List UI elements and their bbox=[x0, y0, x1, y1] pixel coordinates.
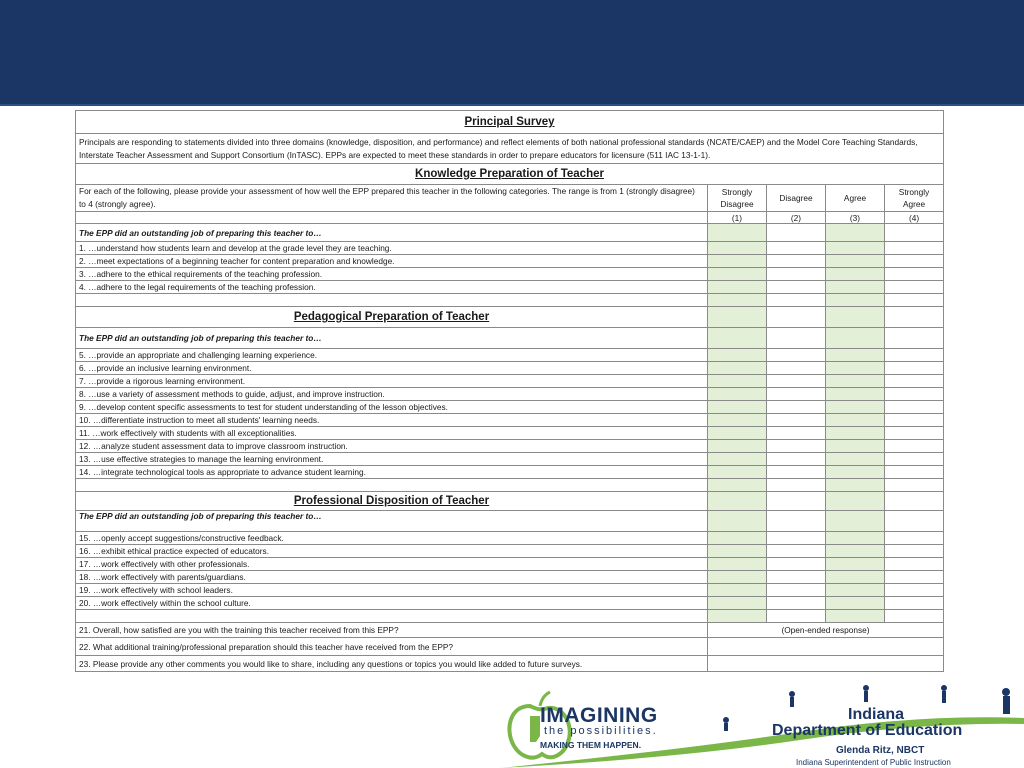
rating-cell[interactable] bbox=[708, 466, 767, 479]
rating-cell[interactable] bbox=[826, 427, 885, 440]
survey-item: 14. …integrate technological tools as appropriate to advance student learning. bbox=[76, 466, 708, 479]
rating-cell[interactable] bbox=[767, 268, 826, 281]
official-title: Indiana Superintendent of Public Instruction bbox=[796, 758, 951, 767]
open-question: 21. Overall, how satisfied are you with the training this teacher received from this EPP? bbox=[76, 623, 708, 638]
rating-cell[interactable] bbox=[826, 255, 885, 268]
rating-cell[interactable] bbox=[767, 571, 826, 584]
indiana-text: Indiana bbox=[848, 706, 905, 723]
rating-cell[interactable] bbox=[708, 268, 767, 281]
table-row bbox=[76, 584, 944, 597]
disposition-heading: Professional Disposition of Teacher bbox=[76, 492, 708, 511]
table-row bbox=[76, 375, 944, 388]
rating-cell[interactable] bbox=[708, 255, 767, 268]
table-row bbox=[76, 242, 944, 255]
possibilities-text: the possibilities. bbox=[544, 725, 658, 737]
table-row bbox=[76, 623, 944, 638]
survey-item: 9. …develop content specific assessments to test for student understanding of the lesson objectives. bbox=[76, 401, 708, 414]
survey-item: 8. …use a variety of assessment methods to guide, adjust, and improve instruction. bbox=[76, 388, 708, 401]
rating-cell[interactable] bbox=[826, 401, 885, 414]
table-row bbox=[76, 545, 944, 558]
rating-cell[interactable] bbox=[826, 268, 885, 281]
scale-label-agree: Agree bbox=[826, 185, 885, 212]
rating-cell[interactable] bbox=[767, 558, 826, 571]
rating-cell[interactable] bbox=[885, 545, 944, 558]
rating-cell[interactable] bbox=[708, 362, 767, 375]
rating-cell[interactable] bbox=[708, 375, 767, 388]
survey-item: 2. …meet expectations of a beginning teacher for content preparation and knowledge. bbox=[76, 255, 708, 268]
rating-cell[interactable] bbox=[885, 427, 944, 440]
open-ended-response[interactable] bbox=[708, 638, 944, 656]
knowledge-stem: The EPP did an outstanding job of preparing this teacher to… bbox=[76, 224, 708, 242]
open-ended-response[interactable]: (Open-ended response) bbox=[708, 623, 944, 638]
pedagogical-heading: Pedagogical Preparation of Teacher bbox=[76, 307, 708, 328]
rating-cell[interactable] bbox=[885, 571, 944, 584]
rating-cell[interactable] bbox=[826, 375, 885, 388]
open-question: 23. Please provide any other comments you would like to share, including any questions or topics you would like added to future surveys. bbox=[76, 656, 708, 672]
table-row bbox=[76, 571, 944, 584]
rating-cell[interactable] bbox=[826, 453, 885, 466]
survey-item: 13. …use effective strategies to manage the learning environment. bbox=[76, 453, 708, 466]
rating-cell[interactable] bbox=[826, 571, 885, 584]
rating-cell[interactable] bbox=[826, 388, 885, 401]
survey-item: 16. …exhibit ethical practice expected of educators. bbox=[76, 545, 708, 558]
rating-cell[interactable] bbox=[708, 571, 767, 584]
rating-cell[interactable] bbox=[826, 362, 885, 375]
disposition-stem: The EPP did an outstanding job of preparing this teacher to… bbox=[76, 511, 708, 532]
rating-cell[interactable] bbox=[826, 440, 885, 453]
rating-cell[interactable] bbox=[708, 281, 767, 294]
rating-cell[interactable] bbox=[885, 349, 944, 362]
rating-cell[interactable] bbox=[826, 584, 885, 597]
table-row bbox=[76, 453, 944, 466]
survey-item: 7. …provide a rigorous learning environment. bbox=[76, 375, 708, 388]
scale-code-2: (2) bbox=[767, 212, 826, 224]
survey-item: 3. …adhere to the ethical requirements of the teaching profession. bbox=[76, 268, 708, 281]
rating-cell[interactable] bbox=[826, 414, 885, 427]
rating-cell[interactable] bbox=[885, 388, 944, 401]
rating-cell[interactable] bbox=[708, 584, 767, 597]
rating-cell[interactable] bbox=[767, 414, 826, 427]
survey-item: 1. …understand how students learn and develop at the grade level they are teaching. bbox=[76, 242, 708, 255]
scale-code-3: (3) bbox=[826, 212, 885, 224]
survey-intro: Principals are responding to statements divided into three domains (knowledge, disposition, and performance) and reflect elements of both national professional standards (NCATE/CAEP) and the Model Core Teaching Standards, Interstate Teacher Assessment and Support Consortium (InTASC). EPPs are expected to meet these standards in order to prepare educators for licensure (511 IAC 13-1-1). bbox=[76, 134, 944, 164]
rating-cell[interactable] bbox=[885, 242, 944, 255]
rating-cell[interactable] bbox=[826, 242, 885, 255]
rating-cell[interactable] bbox=[826, 281, 885, 294]
rating-cell[interactable] bbox=[708, 440, 767, 453]
footer-logos bbox=[500, 684, 1024, 768]
table-row bbox=[76, 388, 944, 401]
table-row bbox=[76, 656, 944, 672]
rating-cell[interactable] bbox=[708, 388, 767, 401]
rating-cell[interactable] bbox=[885, 414, 944, 427]
table-row bbox=[76, 255, 944, 268]
rating-cell[interactable] bbox=[767, 453, 826, 466]
scale-code-4: (4) bbox=[885, 212, 944, 224]
department-of-education-text: Department of Education bbox=[772, 722, 963, 739]
rating-cell[interactable] bbox=[767, 362, 826, 375]
rating-cell[interactable] bbox=[885, 401, 944, 414]
scale-label-strongly-disagree: Strongly Disagree bbox=[708, 185, 767, 212]
table-row bbox=[76, 281, 944, 294]
rating-cell[interactable] bbox=[826, 597, 885, 610]
survey-item: 10. …differentiate instruction to meet all students' learning needs. bbox=[76, 414, 708, 427]
rating-cell[interactable] bbox=[885, 584, 944, 597]
table-row bbox=[76, 532, 944, 545]
survey-item: 20. …work effectively within the school culture. bbox=[76, 597, 708, 610]
table-row bbox=[76, 362, 944, 375]
rating-cell[interactable] bbox=[708, 453, 767, 466]
survey-item: 6. …provide an inclusive learning environment. bbox=[76, 362, 708, 375]
rating-cell[interactable] bbox=[767, 532, 826, 545]
survey-item: 17. …work effectively with other professionals. bbox=[76, 558, 708, 571]
rating-cell[interactable] bbox=[885, 268, 944, 281]
survey-title: Principal Survey bbox=[76, 111, 944, 134]
rating-cell[interactable] bbox=[885, 255, 944, 268]
rating-cell[interactable] bbox=[767, 545, 826, 558]
survey-item: 15. …openly accept suggestions/constructive feedback. bbox=[76, 532, 708, 545]
rating-cell[interactable] bbox=[767, 255, 826, 268]
table-row bbox=[76, 597, 944, 610]
official-name: Glenda Ritz, NBCT bbox=[836, 745, 925, 756]
rating-cell[interactable] bbox=[708, 242, 767, 255]
making-them-happen-text: MAKING THEM HAPPEN. bbox=[540, 740, 642, 750]
rating-cell[interactable] bbox=[885, 532, 944, 545]
table-row bbox=[76, 414, 944, 427]
rating-cell[interactable] bbox=[708, 349, 767, 362]
table-row bbox=[76, 558, 944, 571]
scale-code-1: (1) bbox=[708, 212, 767, 224]
scale-label-strongly-agree: Strongly Agree bbox=[885, 185, 944, 212]
rating-cell[interactable] bbox=[885, 597, 944, 610]
rating-cell[interactable] bbox=[767, 388, 826, 401]
scale-code-spacer bbox=[76, 212, 708, 224]
rating-cell[interactable] bbox=[767, 349, 826, 362]
knowledge-heading: Knowledge Preparation of Teacher bbox=[76, 164, 944, 185]
survey-item: 18. …work effectively with parents/guardians. bbox=[76, 571, 708, 584]
rating-cell[interactable] bbox=[767, 584, 826, 597]
rating-cell[interactable] bbox=[767, 597, 826, 610]
rating-cell[interactable] bbox=[885, 466, 944, 479]
table-row bbox=[76, 427, 944, 440]
rating-cell[interactable] bbox=[885, 558, 944, 571]
table-row bbox=[76, 440, 944, 453]
rating-cell[interactable] bbox=[767, 281, 826, 294]
rating-cell[interactable] bbox=[708, 558, 767, 571]
table-row bbox=[76, 268, 944, 281]
rating-cell[interactable] bbox=[767, 401, 826, 414]
table-row bbox=[76, 349, 944, 362]
rating-cell[interactable] bbox=[708, 545, 767, 558]
pedagogical-stem: The EPP did an outstanding job of preparing this teacher to… bbox=[76, 328, 708, 349]
rating-cell[interactable] bbox=[767, 427, 826, 440]
survey-item: 4. …adhere to the legal requirements of the teaching profession. bbox=[76, 281, 708, 294]
rating-cell[interactable] bbox=[708, 427, 767, 440]
indiana-map-icon bbox=[530, 716, 540, 742]
rating-instructions: For each of the following, please provide your assessment of how well the EPP prepared this teacher in the following categories. The range is from 1 (strongly disagree) to 4 (strongly agree). bbox=[76, 185, 708, 212]
scale-label-disagree: Disagree bbox=[767, 185, 826, 212]
survey-item: 12. …analyze student assessment data to improve classroom instruction. bbox=[76, 440, 708, 453]
rating-cell[interactable] bbox=[767, 242, 826, 255]
rating-cell[interactable] bbox=[767, 466, 826, 479]
survey-item: 5. …provide an appropriate and challenging learning experience. bbox=[76, 349, 708, 362]
principal-survey-table bbox=[75, 110, 944, 672]
table-row bbox=[76, 638, 944, 656]
rating-cell[interactable] bbox=[826, 545, 885, 558]
survey-item: 11. …work effectively with students with all exceptionalities. bbox=[76, 427, 708, 440]
rating-cell[interactable] bbox=[826, 558, 885, 571]
table-row bbox=[76, 401, 944, 414]
survey-item: 19. …work effectively with school leaders. bbox=[76, 584, 708, 597]
rating-cell[interactable] bbox=[767, 440, 826, 453]
rating-cell[interactable] bbox=[826, 532, 885, 545]
rating-cell[interactable] bbox=[767, 375, 826, 388]
rating-cell[interactable] bbox=[708, 414, 767, 427]
rating-cell[interactable] bbox=[885, 375, 944, 388]
imagining-logo-text: IMAGINING bbox=[540, 704, 658, 727]
rating-cell[interactable] bbox=[885, 281, 944, 294]
rating-cell[interactable] bbox=[708, 597, 767, 610]
table-row bbox=[76, 466, 944, 479]
rating-cell[interactable] bbox=[708, 401, 767, 414]
rating-cell[interactable] bbox=[885, 362, 944, 375]
rating-cell[interactable] bbox=[708, 532, 767, 545]
rating-cell[interactable] bbox=[885, 453, 944, 466]
top-banner bbox=[0, 0, 1024, 106]
rating-cell[interactable] bbox=[885, 440, 944, 453]
open-question: 22. What additional training/professional preparation should this teacher have received from the EPP? bbox=[76, 638, 708, 656]
open-ended-response[interactable] bbox=[708, 656, 944, 672]
rating-cell[interactable] bbox=[826, 349, 885, 362]
rating-cell[interactable] bbox=[826, 466, 885, 479]
